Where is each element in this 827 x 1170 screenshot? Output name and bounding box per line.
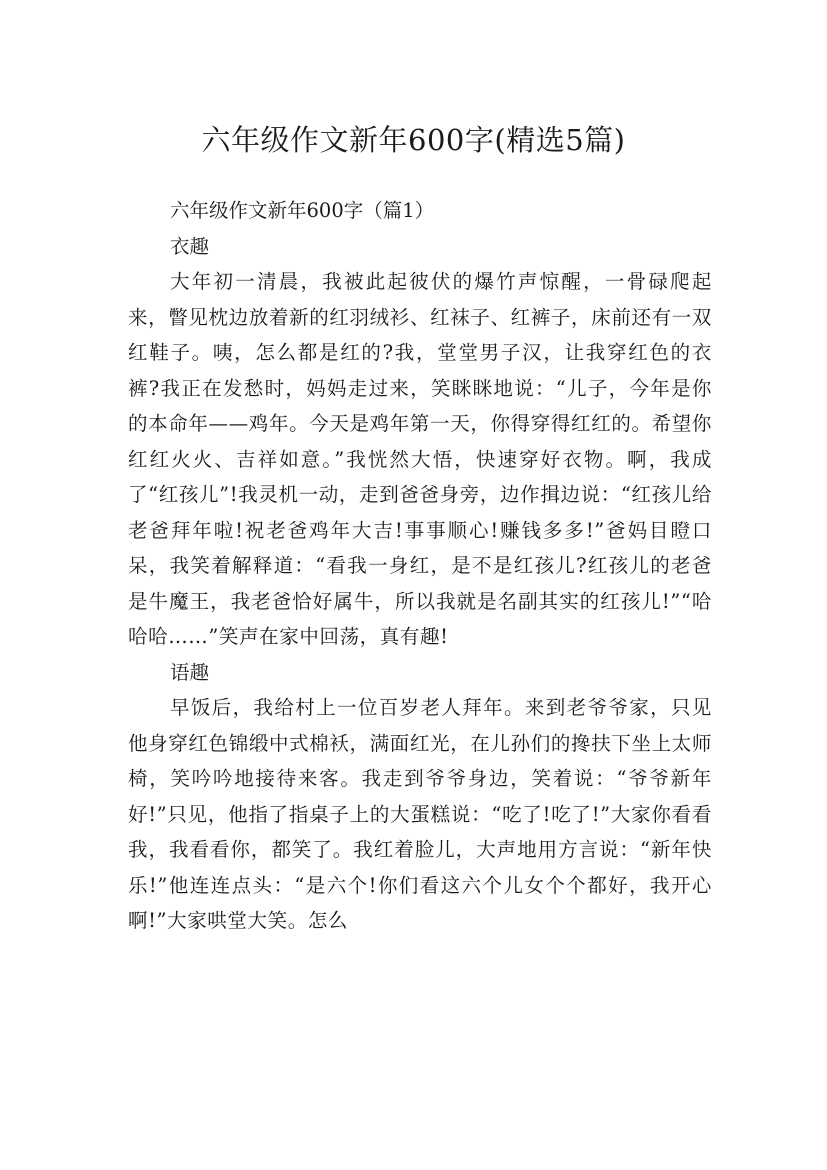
document-body (128, 193, 712, 939)
section-paragraph-clothes: 大年初一清晨，我被此起彼伏的爆竹声惊醒，一骨碌爬起来，瞥见枕边放着新的红羽绒衫、红袜子、红裤子，床前还有一双红鞋子。咦，怎么都是红的?我，堂堂男子汉，让我穿红色的衣裤?我正在发愁时，妈妈走过来，笑眯眯地说：“儿子，今年是你的本命年——鸡年。今天是鸡年第一天，你得穿得红红的。希望你红红火火、吉祥如意。”我恍然大悟，快速穿好衣物。啊，我成了“红孩儿”!我灵机一动，走到爸爸身旁，边作揖边说：“红孩儿给老爸拜年啦!祝老爸鸡年大吉!事事顺心!赚钱多多!”爸妈目瞪口呆，我笑着解释道：“看我一身红，是不是红孩儿?红孩儿的老爸是牛魔王，我老爸恰好属牛，所以我就是名副其实的红孩儿!”“哈哈哈……”笑声在家中回荡，真有趣! (128, 270, 712, 648)
article-heading: 六年级作文新年600字（篇1） (170, 199, 435, 222)
section-paragraph-words: 早饭后，我给村上一位百岁老人拜年。来到老爷爷家，只见他身穿红色锦缎中式棉袄，满面红光，在儿孙们的搀扶下坐上太师椅，笑吟吟地接待来客。我走到爷爷身边，笑着说：“爷爷新年好!”只见，他指了指桌子上的大蛋糕说：“吃了!吃了!”大家你看看我，我看看你，都笑了。我红着脸儿，大声地用方言说：“新年快乐!”他连连点头：“是六个!你们看这六个儿女个个都好，我开心啊!”大家哄堂大笑。怎么 (128, 696, 712, 932)
section-heading-words: 语趣 (170, 660, 210, 684)
document-title: 六年级作文新年600字(精选5篇) (201, 123, 626, 158)
section-heading-clothes: 衣趣 (170, 234, 210, 258)
